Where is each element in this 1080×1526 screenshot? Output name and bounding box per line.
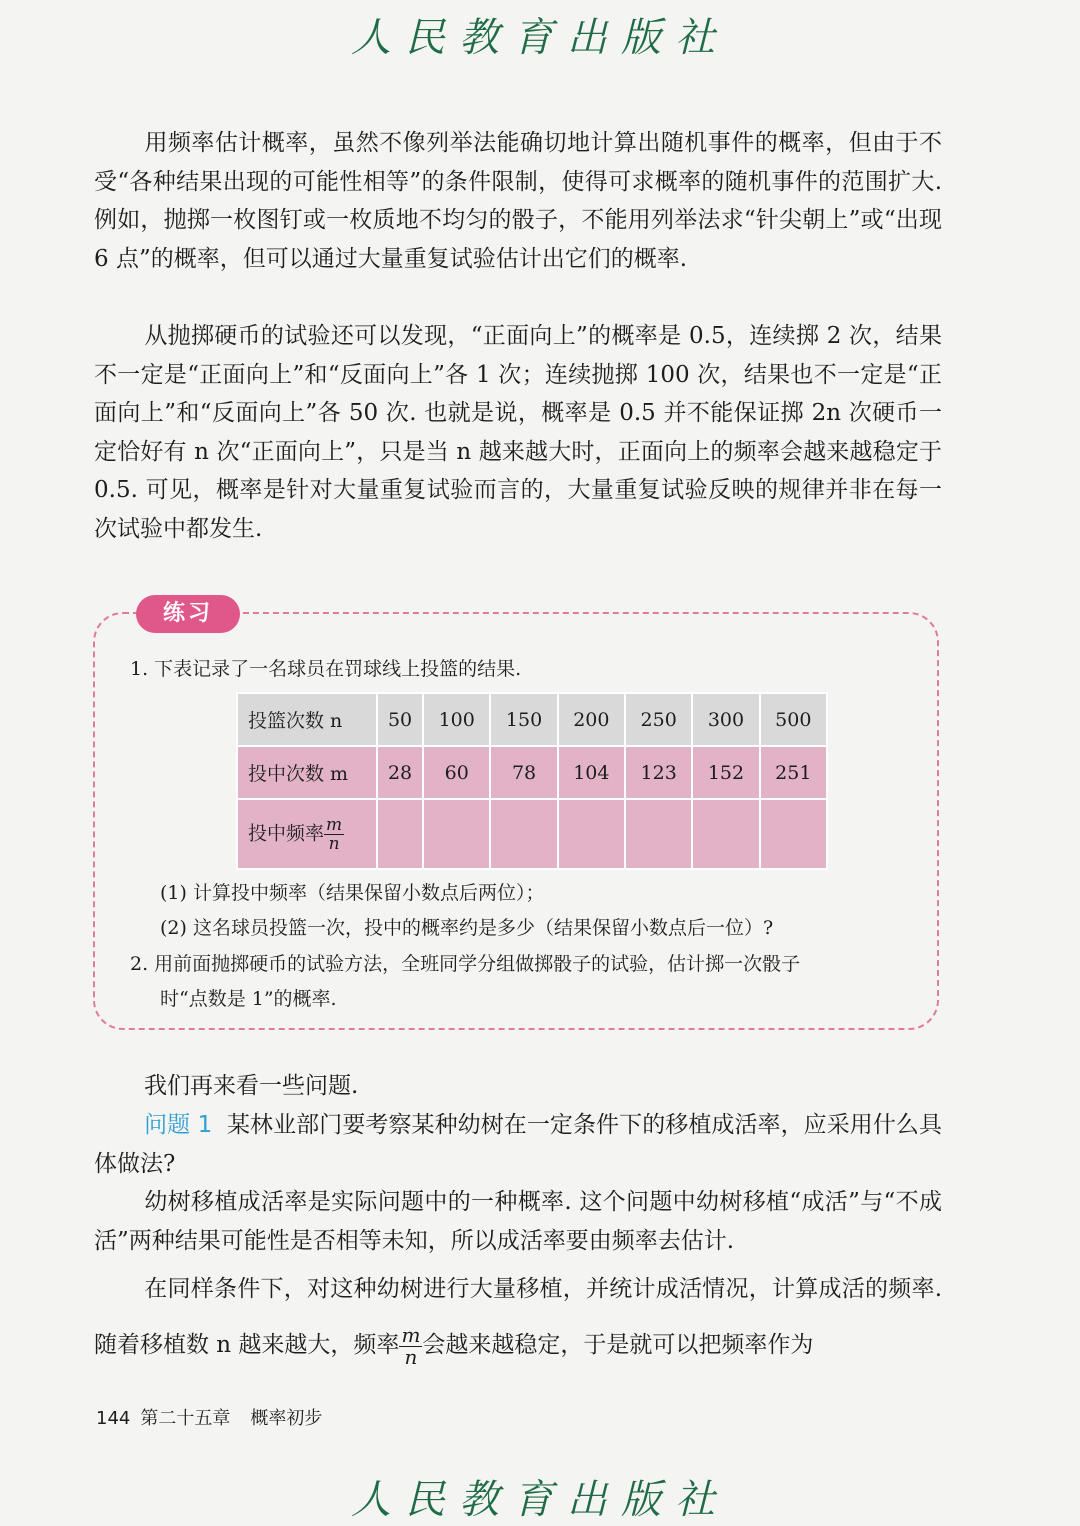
publisher-watermark-top: 人民教育出版社 [351,15,729,61]
frequency-label: 投中频率 [248,822,325,844]
table-cell: 300 [692,693,759,746]
free-throw-table [236,692,828,870]
chapter-title: 概率初步 [250,1408,323,1429]
empty-answer-cell [377,799,423,869]
table-cell: 100 [423,693,490,746]
fraction-denominator: n [328,833,340,854]
table-cell: 152 [692,746,759,799]
empty-answer-cell [558,799,625,869]
table-cell: 251 [760,746,827,799]
table-cell: 28 [377,746,423,799]
fraction-numerator: m [401,1322,421,1347]
page-footer [96,1404,322,1430]
row-label-made: 投中次数 m [237,746,377,799]
exercise-question-2-line-1: 2. 用前面抛掷硬币的试验方法，全班同学分组做掷骰子的试验，估计掷一次骰子 [130,953,801,975]
fraction-m-over-n-inline [399,1322,422,1369]
exercise-question-1: 1. 下表记录了一名球员在罚球线上投篮的结果. [130,658,522,680]
empty-answer-cell [625,799,692,869]
empty-answer-cell [490,799,557,869]
paragraph-1: 用频率估计概率，虽然不像列举法能确切地计算出随机事件的概率，但由于不受“各种结果出现的可能性相等”的条件限制，使得可求概率的随机事件的范围扩大. 例如，抛掷一枚图钉或一枚质地不均匀的骰子，不能用列举法求“针尖朝上”或“出现 6 点”的概率，但可以通过大量重复试验估计出它们的概率. [94,130,942,272]
table-cell: 104 [558,746,625,799]
empty-answer-cell [692,799,759,869]
table-cell: 123 [625,746,692,799]
table-cell: 150 [490,693,557,746]
row-label-frequency [237,799,377,869]
table-row-shots [237,693,827,746]
table-row-frequency [237,799,827,869]
exercise-question-1-part-2: (2) 这名球员投篮一次，投中的概率约是多少（结果保留小数点后一位）? [160,917,774,939]
problem-1: 问题 1 某林业部门要考察某种幼树在一定条件下的移植成活率，应采用什么具体做法? [94,1112,943,1177]
publisher-watermark-bottom: 人民教育出版社 [351,1477,729,1523]
row-label-shots: 投篮次数 n [237,693,377,746]
table-cell: 60 [423,746,490,799]
exercise-question-1-part-1: (1) 计算投中频率（结果保留小数点后两位）； [160,882,545,904]
paragraph-3: 幼树移植成活率是实际问题中的一种概率. 这个问题中幼树移植“成活”与“不成活”两种结果可能性是否相等未知，所以成活率要由频率去估计. [94,1189,942,1254]
problem-label: 问题 1 [144,1112,213,1138]
empty-answer-cell [423,799,490,869]
table-row-made [237,746,827,799]
fraction-numerator: m [326,814,343,835]
empty-answer-cell [760,799,827,869]
paragraph-4: 在同样条件下，对这种幼树进行大量移植，并统计成活情况，计算成活的频率. 随着移植数 n 越来越大，频率 $\frac{m}{n}$ 会越来越稳定，于是就可以把频率作为 [94,1276,942,1369]
table-cell: 50 [377,693,423,746]
exercise-question-2-line-2: 时“点数是 1”的概率. [160,988,337,1010]
intro-line: 我们再来看一些问题. [144,1073,359,1099]
exercise-tag: 练习 [136,595,240,633]
table-cell: 250 [625,693,692,746]
page-number: 144 [96,1408,131,1429]
table-cell: 200 [558,693,625,746]
table-cell: 78 [490,746,557,799]
chapter-name: 第二十五章 [140,1408,231,1429]
fraction-denominator: n [404,1344,418,1369]
paragraph-2: 从抛掷硬币的试验还可以发现，“正面向上”的概率是 0.5，连续掷 2 次，结果不一定是“正面向上”和“反面向上”各 1 次；连续抛掷 100 次，结果也不一定是“正面向上”和“反面向上”各 50 次. 也就是说，概率是 0.5 并不能保证掷 2n 次硬币一定恰好有 n 次“正面向上”，只是当 n 越来越大时，正面向上的频率会越来越稳定于 0.5. 可见，概率是针对大量重复试验而言的，大量重复试验反映的规律并非在每一次试验中都发生. [94,323,942,542]
table-cell: 500 [760,693,827,746]
fraction-m-over-n [324,816,344,853]
